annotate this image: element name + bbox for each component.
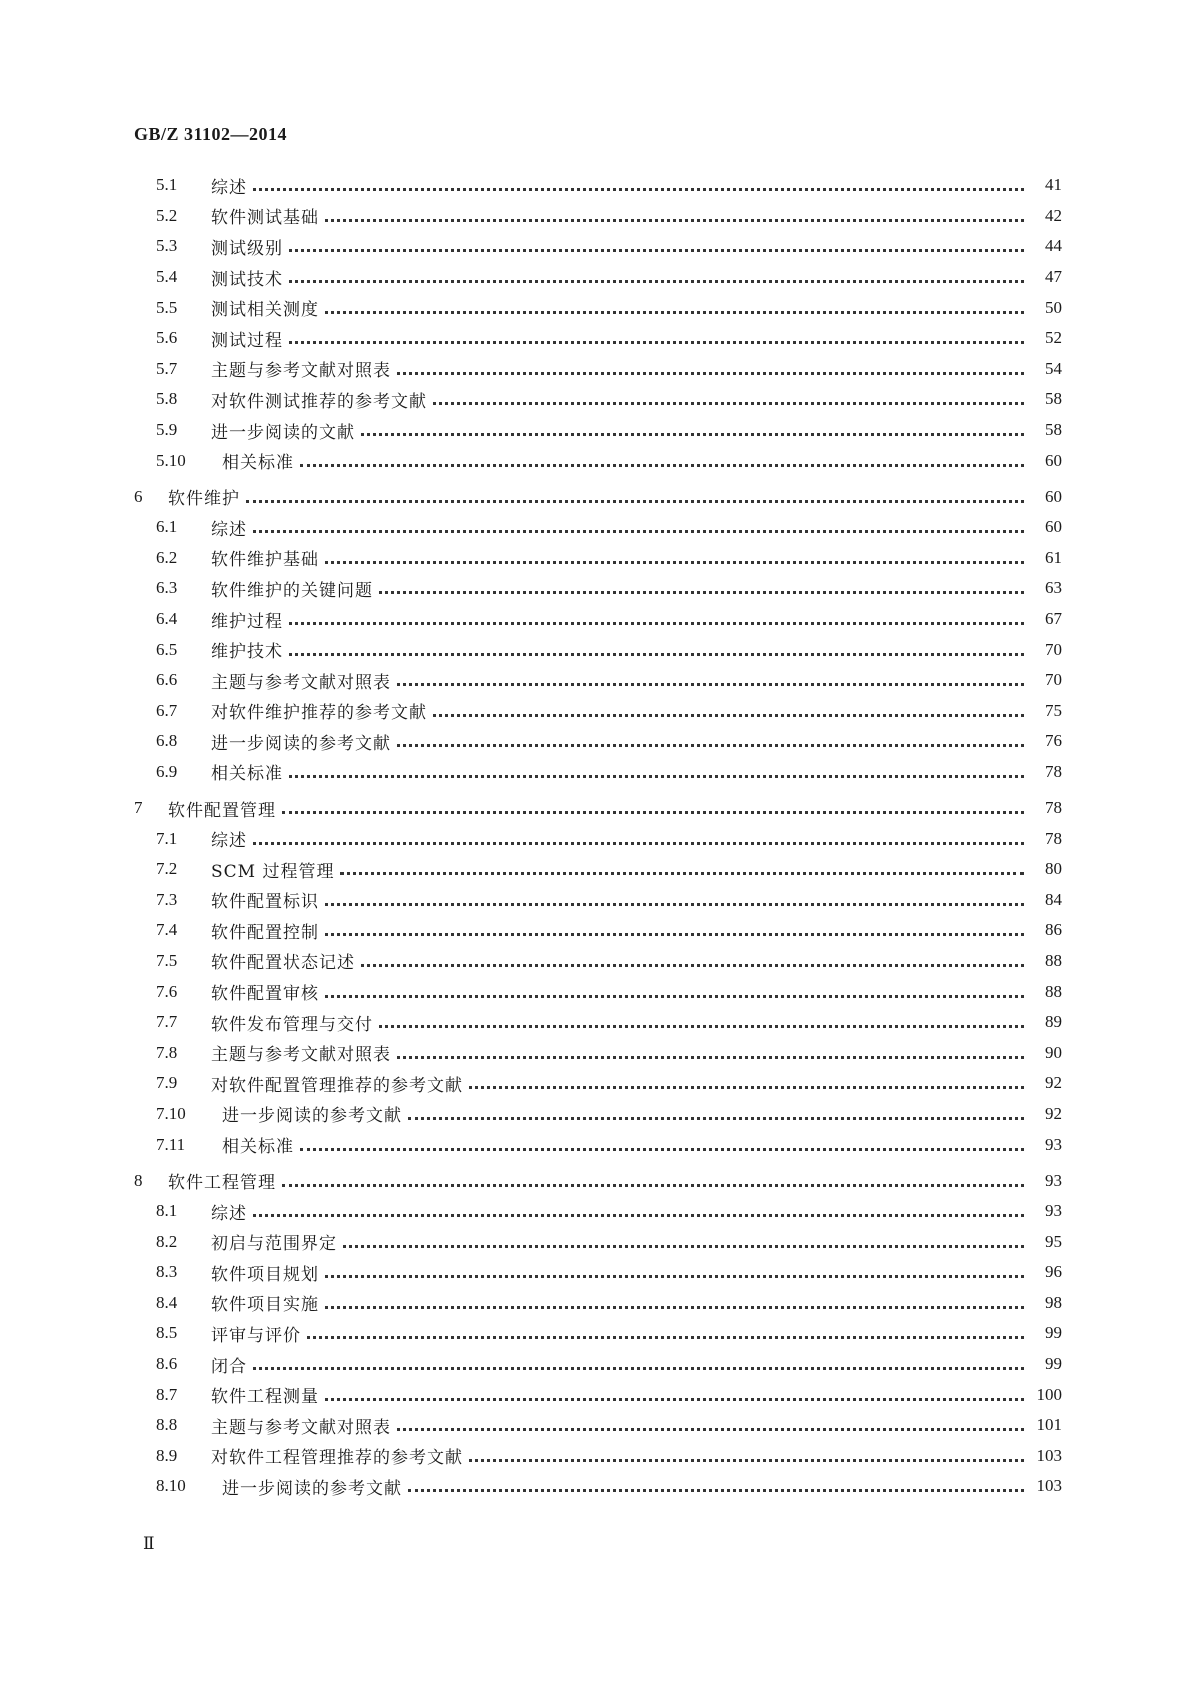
toc-entry-number: 8: [134, 1170, 143, 1190]
toc-entry-page: 80: [1045, 859, 1062, 879]
toc-entry-number: 7.9: [156, 1073, 178, 1093]
toc-entry-title: 软件发布管理与交付: [211, 1014, 373, 1035]
toc-entry-number: 5.8: [156, 389, 178, 409]
toc-entry-number: 5.6: [156, 328, 178, 348]
toc-section-entry[interactable]: [134, 1288, 1062, 1319]
toc-entry-title: 软件维护基础: [211, 550, 319, 571]
toc-entry-number: 7.10: [156, 1103, 186, 1123]
toc-leader-dots: [408, 1488, 1024, 1492]
toc-leader-dots: [300, 1147, 1024, 1151]
toc-entry-title: 进一步阅读的参考文献: [222, 1478, 402, 1499]
toc-entry-page: 58: [1045, 389, 1062, 409]
toc-entry-page: 103: [1036, 1476, 1062, 1496]
toc-entry-title: 主题与参考文献对照表: [211, 672, 391, 693]
toc-section-entry[interactable]: [134, 884, 1062, 915]
toc-entry-page: 75: [1045, 700, 1062, 720]
toc-leader-dots: [325, 994, 1024, 998]
toc-section-entry[interactable]: [134, 384, 1062, 415]
toc-leader-dots: [379, 590, 1024, 594]
toc-section-entry[interactable]: [134, 1068, 1062, 1099]
toc-entry-page: 93: [1045, 1201, 1062, 1221]
toc-entry-title: 相关标准: [222, 453, 294, 474]
toc-leader-dots: [289, 774, 1024, 778]
toc-leader-dots: [289, 652, 1024, 656]
toc-entry-title: 软件工程管理: [168, 1173, 276, 1194]
toc-section-entry[interactable]: [134, 1410, 1062, 1441]
toc-section-entry[interactable]: [134, 445, 1062, 476]
toc-leader-dots: [325, 1397, 1024, 1401]
toc-section-entry[interactable]: [134, 573, 1062, 604]
toc-entry-title: 相关标准: [222, 1137, 294, 1158]
toc-entry-page: 58: [1045, 420, 1062, 440]
toc-leader-dots: [361, 963, 1024, 967]
toc-leader-dots: [289, 621, 1024, 625]
toc-chapter-entry[interactable]: [134, 1160, 1062, 1196]
toc-entry-title: 软件配置状态记述: [211, 953, 355, 974]
toc-entry-page: 86: [1045, 920, 1062, 940]
toc-leader-dots: [325, 218, 1024, 222]
toc-entry-number: 5.9: [156, 420, 178, 440]
toc-leader-dots: [325, 560, 1024, 564]
toc-leader-dots: [325, 310, 1024, 314]
toc-entry-page: 103: [1036, 1445, 1062, 1465]
toc-entry-title: 软件配置审核: [211, 984, 319, 1005]
toc-entry-number: 6.2: [156, 547, 178, 567]
toc-entry-page: 78: [1045, 761, 1062, 781]
toc-entry-page: 76: [1045, 731, 1062, 751]
toc-entry-title: 测试技术: [211, 269, 283, 290]
toc-entry-page: 93: [1045, 1170, 1062, 1190]
toc-section-entry[interactable]: [134, 170, 1062, 201]
toc-section-entry[interactable]: [134, 1441, 1062, 1472]
toc-entry-number: 5.3: [156, 236, 178, 256]
toc-entry-page: 78: [1045, 798, 1062, 818]
toc-entry-title: 闭合: [211, 1356, 247, 1377]
toc-entry-number: 5.10: [156, 450, 186, 470]
toc-entry-page: 61: [1045, 547, 1062, 567]
toc-entry-title: 综述: [211, 519, 247, 540]
toc-section-entry[interactable]: [134, 634, 1062, 665]
toc-entry-number: 7.5: [156, 950, 178, 970]
toc-entry-title: 测试级别: [211, 238, 283, 259]
toc-leader-dots: [397, 743, 1024, 747]
toc-entry-page: 44: [1045, 236, 1062, 256]
toc-leader-dots: [361, 432, 1024, 436]
toc-leader-dots: [246, 499, 1024, 503]
toc-entry-number: 8.5: [156, 1323, 178, 1343]
toc-leader-dots: [343, 1244, 1024, 1248]
toc-entry-number: 8.9: [156, 1445, 178, 1465]
toc-entry-page: 70: [1045, 639, 1062, 659]
toc-section-entry[interactable]: [134, 757, 1062, 788]
toc-entry-page: 54: [1045, 358, 1062, 378]
toc-leader-dots: [253, 187, 1024, 191]
toc-section-entry[interactable]: [134, 665, 1062, 696]
toc-entry-number: 8.8: [156, 1415, 178, 1435]
toc-entry-page: 88: [1045, 950, 1062, 970]
toc-section-entry[interactable]: [134, 1129, 1062, 1160]
toc-section-entry[interactable]: [134, 1226, 1062, 1257]
toc-entry-title: 软件配置管理: [168, 800, 276, 821]
toc-entry-number: 7.7: [156, 1012, 178, 1032]
toc-section-entry[interactable]: [134, 915, 1062, 946]
toc-section-entry[interactable]: [134, 976, 1062, 1007]
toc-entry-page: 101: [1036, 1415, 1062, 1435]
toc-entry-number: 8.4: [156, 1292, 178, 1312]
toc-section-entry[interactable]: [134, 726, 1062, 757]
toc-entry-number: 7.6: [156, 981, 178, 1001]
toc-leader-dots: [379, 1024, 1024, 1028]
toc-leader-dots: [397, 371, 1024, 375]
toc-entry-title: 主题与参考文献对照表: [211, 1045, 391, 1066]
toc-section-entry[interactable]: [134, 1471, 1062, 1502]
toc-section-entry[interactable]: [134, 1257, 1062, 1288]
toc-entry-number: 7.8: [156, 1042, 178, 1062]
toc-entry-page: 70: [1045, 670, 1062, 690]
toc-entry-page: 42: [1045, 205, 1062, 225]
toc-entry-number: 7.4: [156, 920, 178, 940]
toc-entry-page: 60: [1045, 486, 1062, 506]
toc-leader-dots: [469, 1085, 1024, 1089]
toc-entry-title: 对软件配置管理推荐的参考文献: [211, 1075, 463, 1096]
toc-leader-dots: [253, 529, 1024, 533]
toc-entry-number: 7.3: [156, 889, 178, 909]
toc-entry-title: 软件项目实施: [211, 1295, 319, 1316]
toc-leader-dots: [325, 902, 1024, 906]
toc-entry-title: 进一步阅读的文献: [211, 422, 355, 443]
toc-leader-dots: [289, 340, 1024, 344]
toc-section-entry[interactable]: [134, 1379, 1062, 1410]
toc-entry-page: 78: [1045, 828, 1062, 848]
toc-section-entry[interactable]: [134, 201, 1062, 232]
toc-entry-number: 6.7: [156, 700, 178, 720]
toc-entry-number: 8.10: [156, 1476, 186, 1496]
toc-section-entry[interactable]: [134, 231, 1062, 262]
toc-leader-dots: [282, 1183, 1024, 1187]
toc-entry-page: 90: [1045, 1042, 1062, 1062]
toc-entry-page: 92: [1045, 1073, 1062, 1093]
toc-section-entry[interactable]: [134, 696, 1062, 727]
toc-entry-page: 89: [1045, 1012, 1062, 1032]
toc-leader-dots: [253, 841, 1024, 845]
toc-entry-number: 7.2: [156, 859, 178, 879]
toc-entry-title: 初启与范围界定: [211, 1234, 337, 1255]
toc-entry-page: 60: [1045, 450, 1062, 470]
toc-leader-dots: [325, 1274, 1024, 1278]
table-of-contents: [134, 170, 1062, 1502]
toc-leader-dots: [408, 1116, 1024, 1120]
toc-leader-dots: [289, 279, 1024, 283]
page-number-footer: Ⅱ: [143, 1534, 155, 1553]
toc-entry-page: 95: [1045, 1231, 1062, 1251]
toc-entry-number: 7: [134, 798, 143, 818]
toc-entry-title: 测试过程: [211, 330, 283, 351]
toc-leader-dots: [253, 1213, 1024, 1217]
toc-entry-title: 综述: [211, 831, 247, 852]
toc-entry-page: 93: [1045, 1134, 1062, 1154]
toc-section-entry[interactable]: [134, 292, 1062, 323]
toc-entry-title: 对软件维护推荐的参考文献: [211, 703, 427, 724]
toc-section-entry[interactable]: [134, 854, 1062, 885]
toc-entry-title: 软件维护的关键问题: [211, 580, 373, 601]
toc-section-entry[interactable]: [134, 323, 1062, 354]
toc-chapter-entry[interactable]: [134, 476, 1062, 512]
toc-entry-number: 5.7: [156, 358, 178, 378]
toc-entry-number: 6: [134, 486, 143, 506]
toc-leader-dots: [433, 713, 1024, 717]
toc-section-entry[interactable]: [134, 543, 1062, 574]
toc-leader-dots: [253, 1366, 1024, 1370]
toc-entry-page: 99: [1045, 1354, 1062, 1374]
toc-entry-number: 5.4: [156, 267, 178, 287]
toc-section-entry[interactable]: [134, 354, 1062, 385]
toc-entry-page: 60: [1045, 517, 1062, 537]
toc-entry-page: 84: [1045, 889, 1062, 909]
toc-section-entry[interactable]: [134, 1349, 1062, 1380]
toc-section-entry[interactable]: [134, 1196, 1062, 1227]
toc-entry-title: 软件测试基础: [211, 208, 319, 229]
standard-code: GB/Z 31102—2014: [134, 124, 288, 144]
toc-entry-page: 67: [1045, 609, 1062, 629]
toc-section-entry[interactable]: [134, 823, 1062, 854]
toc-entry-title: 对软件工程管理推荐的参考文献: [211, 1448, 463, 1469]
toc-section-entry[interactable]: [134, 946, 1062, 977]
toc-entry-number: 8.6: [156, 1354, 178, 1374]
toc-entry-title: 软件维护: [168, 489, 240, 510]
toc-leader-dots: [289, 248, 1024, 252]
toc-entry-page: 47: [1045, 267, 1062, 287]
toc-entry-number: 7.1: [156, 828, 178, 848]
toc-entry-page: 99: [1045, 1323, 1062, 1343]
toc-section-entry[interactable]: [134, 604, 1062, 635]
toc-entry-number: 8.1: [156, 1201, 178, 1221]
toc-leader-dots: [469, 1458, 1024, 1462]
toc-entry-title: 相关标准: [211, 764, 283, 785]
toc-entry-title: 对软件测试推荐的参考文献: [211, 391, 427, 412]
toc-entry-number: 8.2: [156, 1231, 178, 1251]
toc-entry-title: 主题与参考文献对照表: [211, 361, 391, 382]
toc-entry-title: SCM 过程管理: [211, 861, 335, 882]
toc-leader-dots: [325, 932, 1024, 936]
toc-entry-page: 96: [1045, 1262, 1062, 1282]
document-code-header: [134, 124, 287, 145]
toc-entry-title: 软件配置控制: [211, 922, 319, 943]
toc-entry-page: 52: [1045, 328, 1062, 348]
toc-entry-number: 5.1: [156, 175, 178, 195]
toc-entry-number: 6.1: [156, 517, 178, 537]
toc-section-entry[interactable]: [134, 1037, 1062, 1068]
toc-entry-number: 6.6: [156, 670, 178, 690]
toc-leader-dots: [340, 871, 1024, 875]
toc-leader-dots: [397, 1427, 1024, 1431]
toc-entry-page: 88: [1045, 981, 1062, 1001]
toc-entry-title: 进一步阅读的参考文献: [222, 1106, 402, 1127]
toc-entry-number: 6.8: [156, 731, 178, 751]
toc-entry-number: 5.2: [156, 205, 178, 225]
toc-entry-title: 维护技术: [211, 642, 283, 663]
toc-entry-number: 8.3: [156, 1262, 178, 1282]
toc-entry-title: 评审与评价: [211, 1325, 301, 1346]
toc-section-entry[interactable]: [134, 1007, 1062, 1038]
toc-entry-number: 6.5: [156, 639, 178, 659]
toc-leader-dots: [325, 1305, 1024, 1309]
toc-entry-title: 软件工程测量: [211, 1387, 319, 1408]
toc-section-entry[interactable]: [134, 1318, 1062, 1349]
toc-section-entry[interactable]: [134, 512, 1062, 543]
toc-section-entry[interactable]: [134, 1099, 1062, 1130]
toc-leader-dots: [397, 1055, 1024, 1059]
toc-entry-number: 6.9: [156, 761, 178, 781]
toc-entry-page: 100: [1036, 1384, 1062, 1404]
toc-entry-number: 8.7: [156, 1384, 178, 1404]
toc-entry-page: 92: [1045, 1103, 1062, 1123]
toc-leader-dots: [397, 682, 1024, 686]
toc-entry-number: 6.4: [156, 609, 178, 629]
toc-entry-title: 综述: [211, 1203, 247, 1224]
toc-entry-number: 5.5: [156, 297, 178, 317]
toc-entry-title: 软件项目规划: [211, 1264, 319, 1285]
toc-entry-title: 软件配置标识: [211, 892, 319, 913]
toc-entry-page: 50: [1045, 297, 1062, 317]
toc-entry-page: 41: [1045, 175, 1062, 195]
toc-entry-title: 测试相关测度: [211, 300, 319, 321]
toc-entry-number: 6.3: [156, 578, 178, 598]
toc-section-entry[interactable]: [134, 415, 1062, 446]
toc-leader-dots: [307, 1335, 1024, 1339]
toc-chapter-entry[interactable]: [134, 787, 1062, 823]
toc-entry-title: 维护过程: [211, 611, 283, 632]
toc-entry-page: 63: [1045, 578, 1062, 598]
toc-entry-title: 综述: [211, 177, 247, 198]
toc-leader-dots: [300, 463, 1024, 467]
toc-leader-dots: [282, 810, 1024, 814]
toc-leader-dots: [433, 401, 1024, 405]
toc-section-entry[interactable]: [134, 262, 1062, 293]
toc-entry-title: 进一步阅读的参考文献: [211, 733, 391, 754]
toc-entry-number: 7.11: [156, 1134, 186, 1154]
toc-entry-title: 主题与参考文献对照表: [211, 1417, 391, 1438]
toc-entry-page: 98: [1045, 1292, 1062, 1312]
